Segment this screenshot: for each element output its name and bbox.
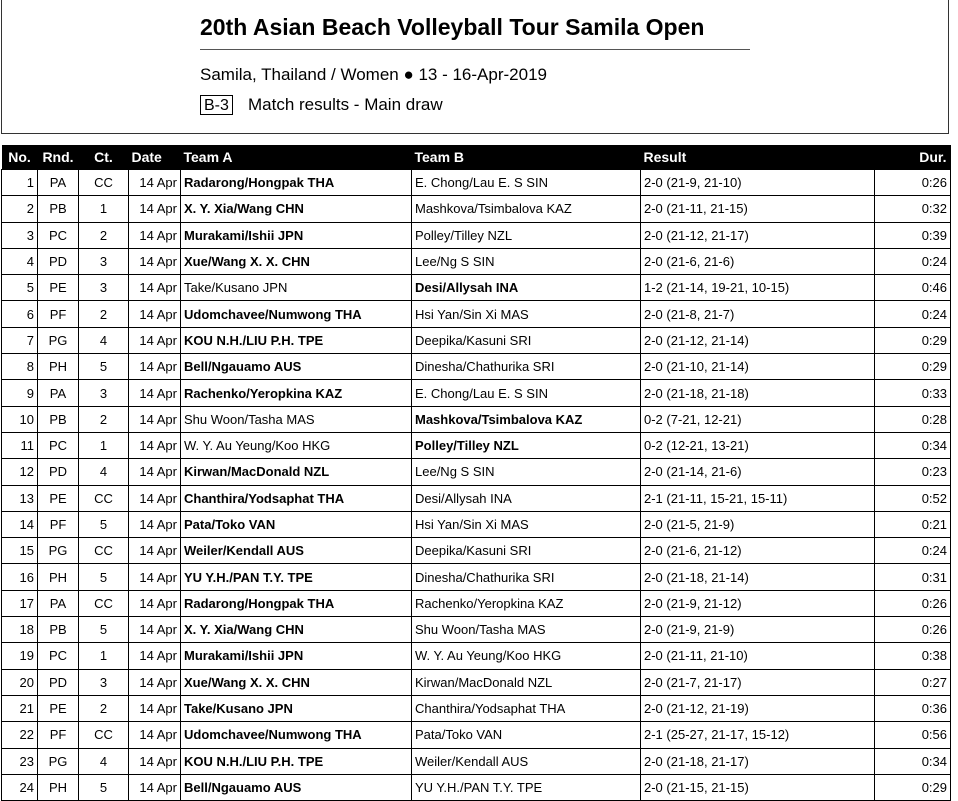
team-b-cell: Shu Woon/Tasha MAS bbox=[412, 617, 641, 643]
team-b-cell: Rachenko/Yeropkina KAZ bbox=[412, 590, 641, 616]
round-cell: PB bbox=[38, 406, 79, 432]
match-duration-cell: 0:34 bbox=[875, 432, 951, 458]
match-result-cell: 2-0 (21-9, 21-9) bbox=[641, 617, 875, 643]
match-date-cell: 14 Apr bbox=[129, 406, 181, 432]
team-a-cell: Take/Kusano JPN bbox=[181, 695, 412, 721]
round-cell: PC bbox=[38, 432, 79, 458]
match-result-cell: 2-0 (21-11, 21-10) bbox=[641, 643, 875, 669]
team-b-cell: Mashkova/Tsimbalova KAZ bbox=[412, 196, 641, 222]
match-number-cell: 10 bbox=[2, 406, 38, 432]
team-b-cell: Polley/Tilley NZL bbox=[412, 222, 641, 248]
match-result-cell: 0-2 (12-21, 13-21) bbox=[641, 432, 875, 458]
match-number-cell: 7 bbox=[2, 327, 38, 353]
team-b-cell: Pata/Toko VAN bbox=[412, 722, 641, 748]
match-result-cell: 2-0 (21-8, 21-7) bbox=[641, 301, 875, 327]
column-header-team-a: Team A bbox=[181, 145, 412, 170]
match-number-cell: 5 bbox=[2, 275, 38, 301]
match-date-cell: 14 Apr bbox=[129, 722, 181, 748]
team-a-cell: Murakami/Ishii JPN bbox=[181, 643, 412, 669]
match-duration-cell: 0:39 bbox=[875, 222, 951, 248]
table-row bbox=[2, 248, 951, 274]
match-number-cell: 2 bbox=[2, 196, 38, 222]
match-result-cell: 2-0 (21-5, 21-9) bbox=[641, 511, 875, 537]
match-date-cell: 14 Apr bbox=[129, 222, 181, 248]
round-cell: PA bbox=[38, 380, 79, 406]
match-duration-cell: 0:33 bbox=[875, 380, 951, 406]
match-date-cell: 14 Apr bbox=[129, 774, 181, 800]
match-result-cell: 2-0 (21-18, 21-14) bbox=[641, 564, 875, 590]
match-date-cell: 14 Apr bbox=[129, 170, 181, 196]
match-result-cell: 2-0 (21-12, 21-19) bbox=[641, 695, 875, 721]
team-a-cell: Xue/Wang X. X. CHN bbox=[181, 248, 412, 274]
court-cell: CC bbox=[79, 170, 129, 196]
round-cell: PH bbox=[38, 774, 79, 800]
table-row bbox=[2, 196, 951, 222]
team-b-cell: Deepika/Kasuni SRI bbox=[412, 327, 641, 353]
match-duration-cell: 0:34 bbox=[875, 748, 951, 774]
table-row bbox=[2, 538, 951, 564]
title-divider bbox=[200, 49, 750, 50]
team-a-cell: Bell/Ngauamo AUS bbox=[181, 774, 412, 800]
document-code-badge: B-3 bbox=[200, 95, 233, 115]
table-row bbox=[2, 722, 951, 748]
table-row bbox=[2, 380, 951, 406]
table-row bbox=[2, 432, 951, 458]
team-b-cell: Lee/Ng S SIN bbox=[412, 459, 641, 485]
round-cell: PB bbox=[38, 196, 79, 222]
round-cell: PA bbox=[38, 590, 79, 616]
team-b-cell: Dinesha/Chathurika SRI bbox=[412, 564, 641, 590]
team-a-cell: W. Y. Au Yeung/Koo HKG bbox=[181, 432, 412, 458]
round-cell: PH bbox=[38, 564, 79, 590]
team-a-cell: Take/Kusano JPN bbox=[181, 275, 412, 301]
table-row bbox=[2, 275, 951, 301]
court-cell: 5 bbox=[79, 617, 129, 643]
team-b-cell: Hsi Yan/Sin Xi MAS bbox=[412, 301, 641, 327]
team-b-cell: E. Chong/Lau E. S SIN bbox=[412, 170, 641, 196]
round-cell: PB bbox=[38, 617, 79, 643]
court-cell: 1 bbox=[79, 432, 129, 458]
match-result-cell: 2-0 (21-14, 21-6) bbox=[641, 459, 875, 485]
match-date-cell: 14 Apr bbox=[129, 301, 181, 327]
table-row bbox=[2, 695, 951, 721]
court-cell: 4 bbox=[79, 327, 129, 353]
match-number-cell: 20 bbox=[2, 669, 38, 695]
team-a-cell: Xue/Wang X. X. CHN bbox=[181, 669, 412, 695]
match-date-cell: 14 Apr bbox=[129, 459, 181, 485]
team-a-cell: KOU N.H./LIU P.H. TPE bbox=[181, 327, 412, 353]
match-result-cell: 2-0 (21-7, 21-17) bbox=[641, 669, 875, 695]
match-date-cell: 14 Apr bbox=[129, 248, 181, 274]
match-number-cell: 15 bbox=[2, 538, 38, 564]
match-duration-cell: 0:29 bbox=[875, 774, 951, 800]
team-b-cell: Desi/Allysah INA bbox=[412, 275, 641, 301]
match-date-cell: 14 Apr bbox=[129, 564, 181, 590]
round-cell: PF bbox=[38, 511, 79, 537]
table-row bbox=[2, 354, 951, 380]
match-number-cell: 23 bbox=[2, 748, 38, 774]
match-date-cell: 14 Apr bbox=[129, 275, 181, 301]
match-date-cell: 14 Apr bbox=[129, 695, 181, 721]
table-row bbox=[2, 301, 951, 327]
table-row bbox=[2, 459, 951, 485]
team-a-cell: Weiler/Kendall AUS bbox=[181, 538, 412, 564]
column-header-team-b: Team B bbox=[412, 145, 641, 170]
court-cell: CC bbox=[79, 538, 129, 564]
team-b-cell: Polley/Tilley NZL bbox=[412, 432, 641, 458]
match-duration-cell: 0:31 bbox=[875, 564, 951, 590]
match-date-cell: 14 Apr bbox=[129, 748, 181, 774]
match-date-cell: 14 Apr bbox=[129, 327, 181, 353]
team-b-cell: Hsi Yan/Sin Xi MAS bbox=[412, 511, 641, 537]
match-date-cell: 14 Apr bbox=[129, 643, 181, 669]
round-cell: PD bbox=[38, 669, 79, 695]
court-cell: CC bbox=[79, 722, 129, 748]
match-duration-cell: 0:24 bbox=[875, 248, 951, 274]
court-cell: 4 bbox=[79, 748, 129, 774]
round-cell: PD bbox=[38, 459, 79, 485]
round-cell: PC bbox=[38, 643, 79, 669]
table-row bbox=[2, 748, 951, 774]
match-duration-cell: 0:29 bbox=[875, 354, 951, 380]
round-cell: PC bbox=[38, 222, 79, 248]
team-a-cell: Pata/Toko VAN bbox=[181, 511, 412, 537]
team-b-cell: Deepika/Kasuni SRI bbox=[412, 538, 641, 564]
match-date-cell: 14 Apr bbox=[129, 617, 181, 643]
court-cell: 5 bbox=[79, 511, 129, 537]
match-result-cell: 2-1 (25-27, 21-17, 15-12) bbox=[641, 722, 875, 748]
table-row bbox=[2, 564, 951, 590]
court-cell: CC bbox=[79, 590, 129, 616]
match-result-cell: 2-0 (21-6, 21-6) bbox=[641, 248, 875, 274]
match-number-cell: 8 bbox=[2, 354, 38, 380]
match-date-cell: 14 Apr bbox=[129, 380, 181, 406]
team-a-cell: Radarong/Hongpak THA bbox=[181, 590, 412, 616]
court-cell: 5 bbox=[79, 774, 129, 800]
team-b-cell: Dinesha/Chathurika SRI bbox=[412, 354, 641, 380]
column-header-result: Result bbox=[641, 145, 875, 170]
match-number-cell: 21 bbox=[2, 695, 38, 721]
match-duration-cell: 0:26 bbox=[875, 590, 951, 616]
match-number-cell: 6 bbox=[2, 301, 38, 327]
table-row bbox=[2, 170, 951, 196]
match-result-cell: 2-0 (21-11, 21-15) bbox=[641, 196, 875, 222]
column-header-date: Date bbox=[129, 145, 181, 170]
column-header-no: No. bbox=[2, 145, 38, 170]
table-row bbox=[2, 590, 951, 616]
match-date-cell: 14 Apr bbox=[129, 511, 181, 537]
court-cell: 3 bbox=[79, 380, 129, 406]
match-number-cell: 13 bbox=[2, 485, 38, 511]
team-a-cell: Shu Woon/Tasha MAS bbox=[181, 406, 412, 432]
table-row bbox=[2, 222, 951, 248]
court-cell: 2 bbox=[79, 406, 129, 432]
match-duration-cell: 0:52 bbox=[875, 485, 951, 511]
match-duration-cell: 0:32 bbox=[875, 196, 951, 222]
table-row bbox=[2, 406, 951, 432]
match-date-cell: 14 Apr bbox=[129, 538, 181, 564]
round-cell: PH bbox=[38, 354, 79, 380]
match-result-cell: 2-0 (21-6, 21-12) bbox=[641, 538, 875, 564]
match-duration-cell: 0:56 bbox=[875, 722, 951, 748]
round-cell: PG bbox=[38, 538, 79, 564]
match-number-cell: 18 bbox=[2, 617, 38, 643]
round-cell: PE bbox=[38, 275, 79, 301]
match-result-cell: 2-0 (21-9, 21-10) bbox=[641, 170, 875, 196]
column-header-duration: Dur. bbox=[875, 145, 951, 170]
match-result-cell: 2-0 (21-18, 21-17) bbox=[641, 748, 875, 774]
team-a-cell: Udomchavee/Numwong THA bbox=[181, 722, 412, 748]
team-b-cell: Chanthira/Yodsaphat THA bbox=[412, 695, 641, 721]
table-row bbox=[2, 511, 951, 537]
match-result-cell: 2-0 (21-12, 21-17) bbox=[641, 222, 875, 248]
round-cell: PG bbox=[38, 748, 79, 774]
team-b-cell: YU Y.H./PAN T.Y. TPE bbox=[412, 774, 641, 800]
round-cell: PF bbox=[38, 301, 79, 327]
match-number-cell: 22 bbox=[2, 722, 38, 748]
match-duration-cell: 0:24 bbox=[875, 301, 951, 327]
court-cell: 1 bbox=[79, 196, 129, 222]
page-title: 20th Asian Beach Volleyball Tour Samila Open bbox=[200, 14, 705, 40]
round-cell: PG bbox=[38, 327, 79, 353]
match-result-cell: 2-0 (21-10, 21-14) bbox=[641, 354, 875, 380]
round-cell: PE bbox=[38, 485, 79, 511]
table-header-row bbox=[2, 145, 951, 170]
court-cell: 4 bbox=[79, 459, 129, 485]
event-location-dates: Samila, Thailand / Women ● 13 - 16-Apr-2019 bbox=[200, 65, 547, 84]
match-duration-cell: 0:46 bbox=[875, 275, 951, 301]
match-number-cell: 3 bbox=[2, 222, 38, 248]
round-cell: PE bbox=[38, 695, 79, 721]
match-date-cell: 14 Apr bbox=[129, 432, 181, 458]
match-duration-cell: 0:26 bbox=[875, 617, 951, 643]
court-cell: 5 bbox=[79, 354, 129, 380]
match-duration-cell: 0:26 bbox=[875, 170, 951, 196]
team-b-cell: Weiler/Kendall AUS bbox=[412, 748, 641, 774]
match-date-cell: 14 Apr bbox=[129, 196, 181, 222]
match-date-cell: 14 Apr bbox=[129, 485, 181, 511]
team-a-cell: Udomchavee/Numwong THA bbox=[181, 301, 412, 327]
team-a-cell: Murakami/Ishii JPN bbox=[181, 222, 412, 248]
match-duration-cell: 0:23 bbox=[875, 459, 951, 485]
court-cell: 3 bbox=[79, 248, 129, 274]
court-cell: 2 bbox=[79, 301, 129, 327]
match-number-cell: 19 bbox=[2, 643, 38, 669]
match-duration-cell: 0:29 bbox=[875, 327, 951, 353]
court-cell: 1 bbox=[79, 643, 129, 669]
table-row bbox=[2, 327, 951, 353]
match-result-cell: 0-2 (7-21, 12-21) bbox=[641, 406, 875, 432]
match-result-cell: 2-0 (21-12, 21-14) bbox=[641, 327, 875, 353]
match-duration-cell: 0:38 bbox=[875, 643, 951, 669]
team-b-cell: Desi/Allysah INA bbox=[412, 485, 641, 511]
table-row bbox=[2, 643, 951, 669]
match-duration-cell: 0:24 bbox=[875, 538, 951, 564]
team-a-cell: Radarong/Hongpak THA bbox=[181, 170, 412, 196]
team-a-cell: Rachenko/Yeropkina KAZ bbox=[181, 380, 412, 406]
court-cell: 3 bbox=[79, 669, 129, 695]
match-number-cell: 14 bbox=[2, 511, 38, 537]
team-b-cell: Lee/Ng S SIN bbox=[412, 248, 641, 274]
column-header-round: Rnd. bbox=[38, 145, 79, 170]
match-number-cell: 11 bbox=[2, 432, 38, 458]
match-number-cell: 24 bbox=[2, 774, 38, 800]
table-row bbox=[2, 774, 951, 800]
round-cell: PD bbox=[38, 248, 79, 274]
team-a-cell: Kirwan/MacDonald NZL bbox=[181, 459, 412, 485]
court-cell: 3 bbox=[79, 275, 129, 301]
match-result-cell: 1-2 (21-14, 19-21, 10-15) bbox=[641, 275, 875, 301]
match-number-cell: 16 bbox=[2, 564, 38, 590]
match-result-cell: 2-1 (21-11, 15-21, 15-11) bbox=[641, 485, 875, 511]
table-row bbox=[2, 485, 951, 511]
court-cell: CC bbox=[79, 485, 129, 511]
column-header-court: Ct. bbox=[79, 145, 129, 170]
match-duration-cell: 0:21 bbox=[875, 511, 951, 537]
team-a-cell: YU Y.H./PAN T.Y. TPE bbox=[181, 564, 412, 590]
match-date-cell: 14 Apr bbox=[129, 354, 181, 380]
match-number-cell: 9 bbox=[2, 380, 38, 406]
team-b-cell: Kirwan/MacDonald NZL bbox=[412, 669, 641, 695]
document-description: Match results - Main draw bbox=[248, 95, 443, 114]
table-row bbox=[2, 669, 951, 695]
team-b-cell: E. Chong/Lau E. S SIN bbox=[412, 380, 641, 406]
match-result-cell: 2-0 (21-9, 21-12) bbox=[641, 590, 875, 616]
match-number-cell: 1 bbox=[2, 170, 38, 196]
team-a-cell: Bell/Ngauamo AUS bbox=[181, 354, 412, 380]
round-cell: PA bbox=[38, 170, 79, 196]
match-result-cell: 2-0 (21-15, 21-15) bbox=[641, 774, 875, 800]
match-results-table bbox=[1, 145, 951, 801]
court-cell: 5 bbox=[79, 564, 129, 590]
team-a-cell: X. Y. Xia/Wang CHN bbox=[181, 617, 412, 643]
match-number-cell: 4 bbox=[2, 248, 38, 274]
team-a-cell: Chanthira/Yodsaphat THA bbox=[181, 485, 412, 511]
court-cell: 2 bbox=[79, 695, 129, 721]
match-duration-cell: 0:28 bbox=[875, 406, 951, 432]
match-number-cell: 12 bbox=[2, 459, 38, 485]
team-b-cell: W. Y. Au Yeung/Koo HKG bbox=[412, 643, 641, 669]
team-a-cell: X. Y. Xia/Wang CHN bbox=[181, 196, 412, 222]
team-b-cell: Mashkova/Tsimbalova KAZ bbox=[412, 406, 641, 432]
match-result-cell: 2-0 (21-18, 21-18) bbox=[641, 380, 875, 406]
match-date-cell: 14 Apr bbox=[129, 590, 181, 616]
team-a-cell: KOU N.H./LIU P.H. TPE bbox=[181, 748, 412, 774]
match-number-cell: 17 bbox=[2, 590, 38, 616]
round-cell: PF bbox=[38, 722, 79, 748]
table-row bbox=[2, 617, 951, 643]
court-cell: 2 bbox=[79, 222, 129, 248]
match-date-cell: 14 Apr bbox=[129, 669, 181, 695]
match-duration-cell: 0:27 bbox=[875, 669, 951, 695]
match-duration-cell: 0:36 bbox=[875, 695, 951, 721]
